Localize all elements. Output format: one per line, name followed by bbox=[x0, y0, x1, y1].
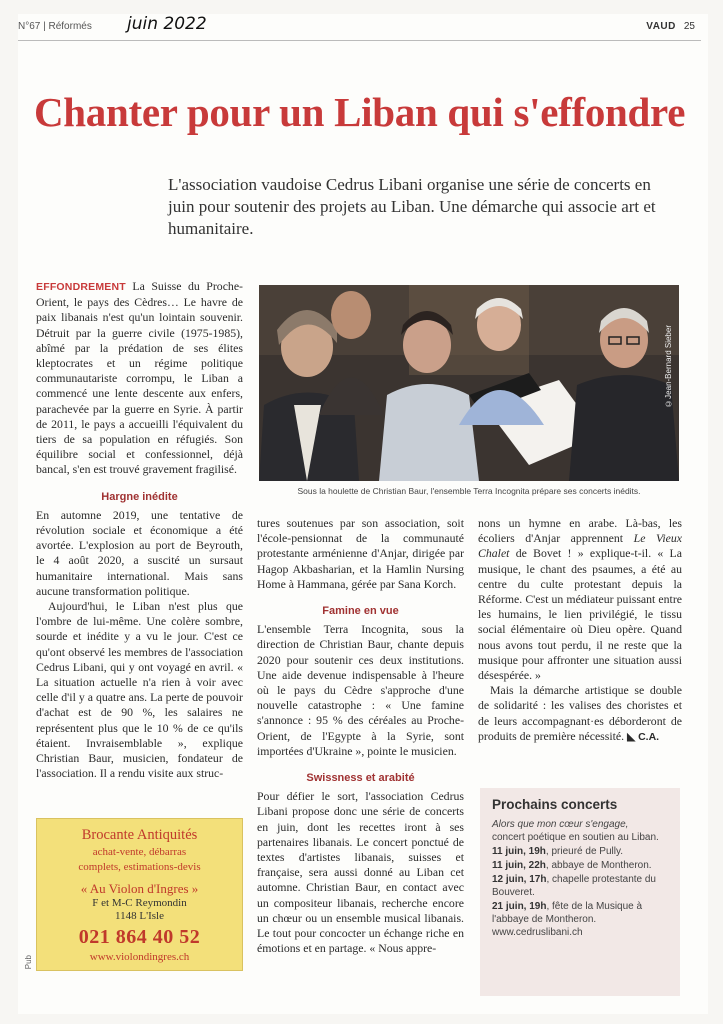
subhead-famine: Famine en vue bbox=[322, 605, 399, 618]
photo-caption: Sous la houlette de Christian Baur, l'ensemble Terra Incognita prépare ses concerts inédits. bbox=[297, 486, 641, 496]
event-date: 21 juin, 19h bbox=[492, 901, 547, 912]
event-date: 11 juin, 19h bbox=[492, 846, 546, 857]
event-place: , chapelle protestante du Bouveret. bbox=[492, 874, 656, 898]
page-number: 25 bbox=[683, 21, 695, 32]
event-place: , fête de la Musique à l'abbaye de Montheron. bbox=[492, 901, 643, 925]
column-2 bbox=[257, 516, 464, 956]
handwritten-date: juin 2022 bbox=[127, 14, 207, 34]
ad-phone: 021 864 40 52 bbox=[78, 926, 201, 948]
ad-address: 1148 L'Isle bbox=[115, 910, 164, 922]
column-1 bbox=[36, 279, 243, 782]
ad-website[interactable]: www.violondingres.ch bbox=[89, 951, 190, 963]
col1-p1-text: La Suisse du Proche-Orient, le pays des Cèdres… Le havre de paix libanais n'est qu'un lointain souvenir. Détruit par la guerre civile (1975-1985), abîmé par la prédation de ses élites kleptocrates et un régime politique communautariste corrompu, le Liban a commencé une lente descente aux enfers, parachevée par la guerre en Syrie. À partir de 2011, le pays a accueilli l'équivalent du tiers de sa population en réfugiés. Son équilibre social et confessionnel, déjà bancal, s'en est trouvé gravement fragilisé. bbox=[36, 279, 243, 477]
concert-event bbox=[492, 845, 668, 858]
concert-event bbox=[492, 900, 668, 926]
subhead-swissness: Swissness et arabité bbox=[306, 772, 415, 785]
col3-p2-text: Mais la démarche artistique se double de solidarité : les valises des choristes et de leurs accompagnant·es déborderont de produits de première nécessité. bbox=[478, 683, 682, 743]
col3-p1b: de Bovet ! » explique-t-il. « La musique, le chant des psaumes, a été au centre du culte protestant depuis la Réforme. C'est un médiateur puissant entre les humains, le lien privilégié, le tissu social élémentaire où Dieu opère. Quand nous avons tout perdu, il ne reste que la musique pour affronter une situation aussi désespérée. » bbox=[478, 546, 682, 683]
col1-paragraph-3: Aujourd'hui, le Liban n'est plus que l'ombre de lui-même. Une colère sombre, sourde et inédite y a vu le jour. C'est ce qu'ont observé les membres de l'association Cedrus Libani, qui y ont voyagé en avril. « La situation actuelle n'a rien à voir avec celle d'il y a quatre ans. La perte de pouvoir d'achat est de 90 %, les salaires ne représentent plus que le 10 % de ce qu'ils étaient. Invraisemblable », explique Christian Baur, musicien, fondateur de l'association. Il a rendu visite aux struc- bbox=[36, 599, 243, 781]
concerts-website[interactable]: www.cedruslibani.ch bbox=[492, 927, 583, 938]
col2-paragraph-3: Pour défier le sort, l'association Cedrus Libani propose donc une série de concerts en juin, dont les recettes iront à ses partenaires libanais. Le concert ponctué de textes d'artistes libanais, suisses et française, sera aussi donné au Liban cet automne. Christian Baur, en contact avec un compositeur libanais, recherche encore un chœur ou un ensemble musical libanais. Le tout pour concocter un échange riche en émotions et en partage. « Nous appre- bbox=[257, 789, 464, 956]
choir-photo bbox=[259, 285, 679, 481]
section-page-label bbox=[646, 21, 695, 32]
ad-line-3: complets, estimations-devis bbox=[78, 861, 201, 873]
photo-illustration bbox=[259, 285, 679, 481]
advertisement bbox=[36, 818, 243, 971]
column-3 bbox=[478, 516, 682, 745]
col2-paragraph-1: tures soutenues par son association, soit l'école-pensionnat de la communauté protestante arménienne d'Anjar, dirigée par Hagop Akbasharian, et la Hamlin Nursing Home à Hammana, gérée par Sana Korch. bbox=[257, 516, 464, 591]
end-mark-icon: ◣ bbox=[627, 730, 636, 743]
ad-line-2: achat-vente, débarras bbox=[92, 846, 187, 858]
photo-credit: ©Jean-Bernard Sieber bbox=[664, 325, 673, 408]
kicker: EFFONDREMENT bbox=[36, 281, 126, 293]
header-rule bbox=[18, 40, 701, 41]
event-date: 12 juin, 17h bbox=[492, 874, 547, 885]
concerts-intro: Alors que mon cœur s'engage, bbox=[492, 819, 629, 830]
col3-song-title: Le Vieux Chalet bbox=[478, 531, 682, 561]
col3-p1a: nons un hymne en arabe. Là-bas, les écoliers d'Anjar apprennent bbox=[478, 516, 682, 546]
concerts-title: Prochains concerts bbox=[492, 797, 618, 812]
ad-owners: F et M-C Reymondin bbox=[92, 897, 187, 909]
section-label: VAUD bbox=[646, 21, 676, 32]
col3-paragraph-2 bbox=[478, 683, 682, 745]
ad-shop-name: « Au Violon d'Ingres » bbox=[80, 881, 199, 896]
ad-heading: Brocante Antiquités bbox=[81, 827, 198, 843]
concerts-box bbox=[480, 788, 680, 996]
event-place: , abbaye de Montheron. bbox=[545, 860, 652, 871]
concert-event bbox=[492, 873, 668, 899]
pub-label: Pub bbox=[24, 955, 33, 970]
subhead-hargne: Hargne inédite bbox=[101, 490, 178, 503]
event-place: , prieuré de Pully. bbox=[545, 846, 623, 857]
col2-paragraph-2: L'ensemble Terra Incognita, sous la direction de Christian Baur, chante depuis 2020 pour soutenir ces deux institutions. Une aide devenue indispensable à l'heure où le pays du Cèdre s'approche d'une nouvelle catastrophe : « Une famine s'annonce : 95 % des céréales au Proche-Orient, de l'Egypte à la Syrie, sont importées d'Ukraine », pointe le musicien. bbox=[257, 622, 464, 758]
col1-paragraph-2: En automne 2019, une tentative de révolution sociale et économique a été avortée. L'explosion au port de Beyrouth, le 4 août 2020, a suscité un sursaut humanitaire international. Mais sans aucune transformation politique. bbox=[36, 507, 243, 598]
issue-label: N°67 | Réformés bbox=[18, 21, 92, 32]
event-date: 11 juin, 22h bbox=[492, 860, 546, 871]
concerts-intro-2: concert poétique en soutien au Liban. bbox=[492, 832, 659, 843]
article-title: Chanter pour un Liban qui s'effondre bbox=[34, 89, 686, 135]
col3-paragraph-1 bbox=[478, 516, 682, 683]
article-lead: L'association vaudoise Cedrus Libani organise une série de concerts en juin pour soutenir des projets au Liban. Une démarche qui associe art et humanitaire. bbox=[168, 175, 656, 238]
concert-event bbox=[492, 859, 668, 872]
col1-paragraph-1 bbox=[36, 279, 243, 478]
author-signature: C.A. bbox=[638, 730, 660, 743]
